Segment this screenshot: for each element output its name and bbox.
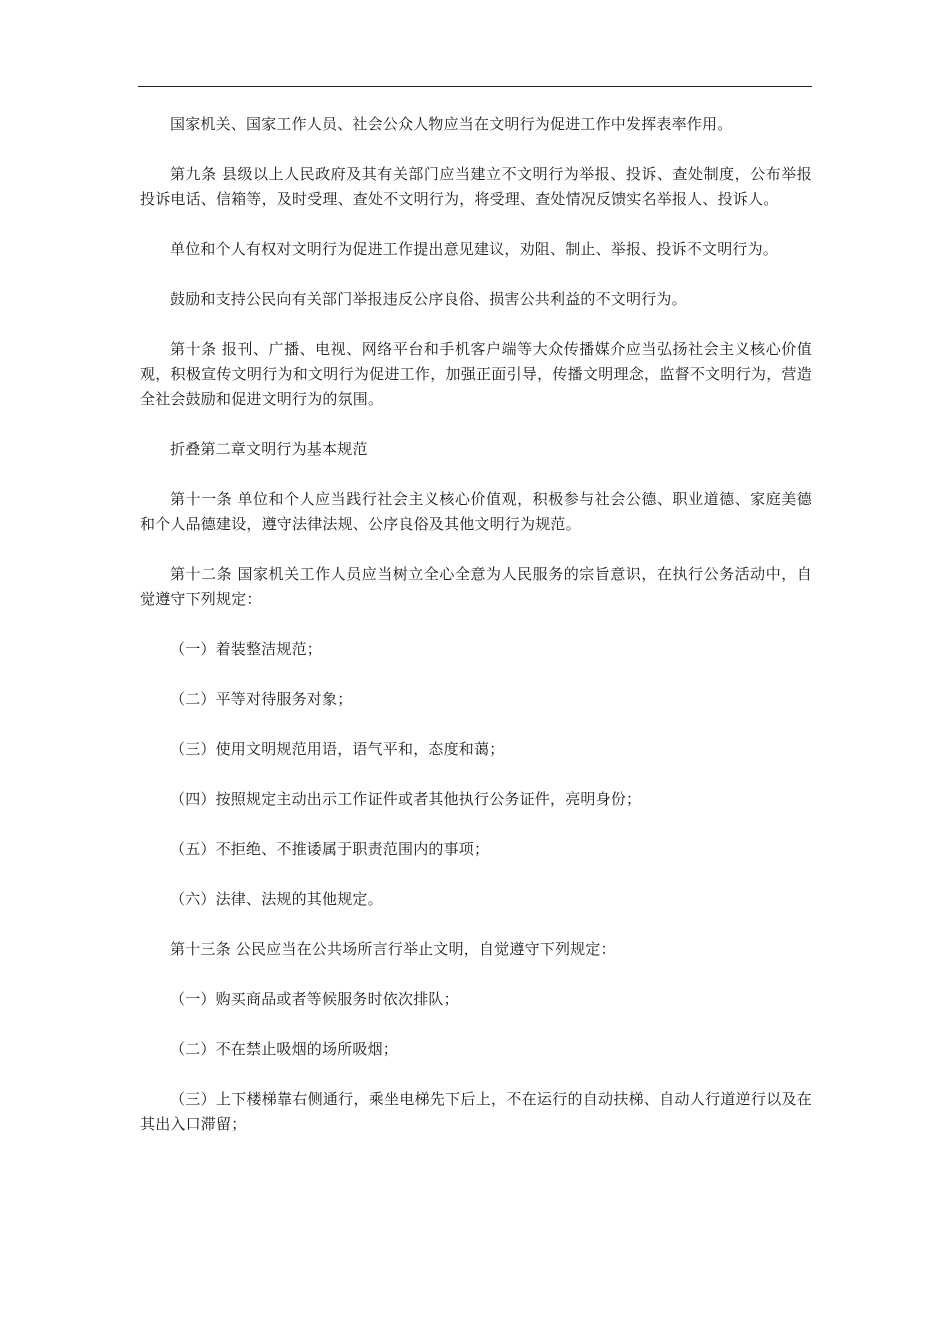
list-item: （一）着装整洁规范； — [170, 640, 323, 658]
list-item: （二）平等对待服务对象； — [170, 690, 353, 708]
article-12: 第十二条 国家机关工作人员应当树立全心全意为人民服务的宗旨意识，在执行公务活动中，自觉遵守下列规定： — [140, 565, 812, 608]
document-body — [140, 112, 812, 1162]
article-13: 第十三条 公民应当在公共场所言行举止文明，自觉遵守下列规定： — [170, 940, 616, 958]
header-rule — [138, 86, 812, 87]
list-item: （五）不拒绝、不推诿属于职责范围内的事项； — [170, 840, 490, 858]
article-9: 第九条 县级以上人民政府及其有关部门应当建立不文明行为举报、投诉、查处制度，公布举报投诉电话、信箱等，及时受理、查处不文明行为，将受理、查处情况反馈实名举报人、投诉人。 — [140, 165, 812, 208]
article-11: 第十一条 单位和个人应当践行社会主义核心价值观，积极参与社会公德、职业道德、家庭美德和个人品德建设，遵守法律法规、公序良俗及其他文明行为规范。 — [140, 490, 812, 533]
article-10: 第十条 报刊、广播、电视、网络平台和手机客户端等大众传播媒介应当弘扬社会主义核心价值观，积极宣传文明行为和文明行为促进工作，加强正面引导，传播文明理念，监督不文明行为，营造全社会鼓励和促进文明行为的氛围。 — [140, 340, 812, 408]
paragraph: 国家机关、国家工作人员、社会公众人物应当在文明行为促进工作中发挥表率作用。 — [170, 115, 733, 133]
paragraph: 鼓励和支持公民向有关部门举报违反公序良俗、损害公共利益的不文明行为。 — [170, 290, 687, 308]
list-item: （三）上下楼梯靠右侧通行，乘坐电梯先下后上，不在运行的自动扶梯、自动人行道逆行以及在其出入口滞留； — [140, 1090, 812, 1133]
paragraph: 单位和个人有权对文明行为促进工作提出意见建议，劝阻、制止、举报、投诉不文明行为。 — [170, 240, 779, 258]
chapter-heading: 折叠第二章文明行为基本规范 — [170, 440, 368, 458]
list-item: （三）使用文明规范用语，语气平和，态度和蔼； — [170, 740, 505, 758]
list-item: （四）按照规定主动出示工作证件或者其他执行公务证件，亮明身份； — [170, 790, 642, 808]
list-item: （一）购买商品或者等候服务时依次排队； — [170, 990, 459, 1008]
list-item: （六）法律、法规的其他规定。 — [170, 890, 383, 908]
list-item: （二）不在禁止吸烟的场所吸烟； — [170, 1040, 399, 1058]
